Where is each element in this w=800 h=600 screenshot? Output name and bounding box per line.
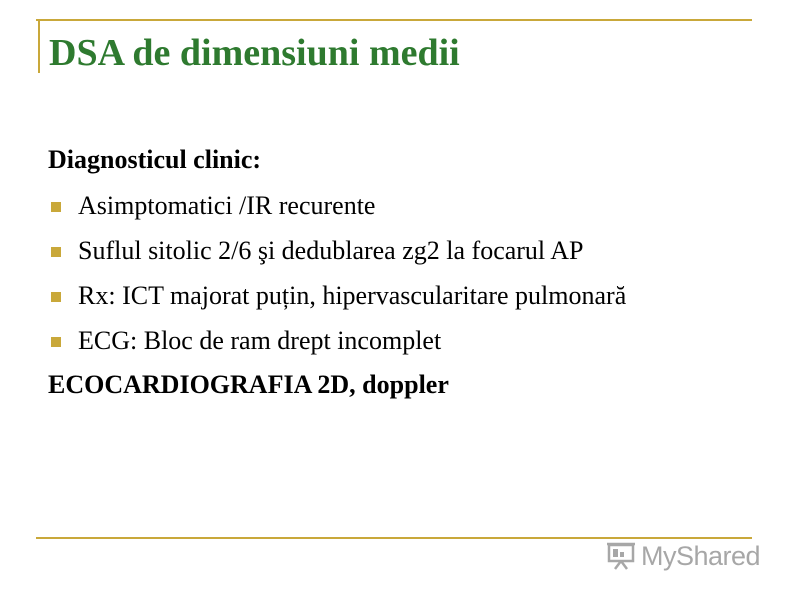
watermark-logo <box>606 539 760 573</box>
bullet-item <box>48 280 748 311</box>
bullet-text: Rx: ICT majorat puțin, hipervascularitare pulmonară <box>78 281 627 310</box>
section-heading: Diagnosticul clinic: <box>48 145 262 174</box>
bullet-list <box>48 190 748 356</box>
slide-body <box>48 143 748 402</box>
section-heading-echo: ECOCARDIOGRAFIA 2D, doppler <box>48 370 449 399</box>
bullet-item <box>48 190 748 221</box>
presentation-board-icon <box>606 542 636 570</box>
square-bullet-icon <box>51 202 61 212</box>
watermark-text: MyShared <box>641 540 761 571</box>
bullet-text: ECG: Bloc de ram drept incomplet <box>78 326 442 355</box>
square-bullet-icon <box>51 292 61 302</box>
bullet-item <box>48 235 748 266</box>
slide-title: DSA de dimensiuni medii <box>49 32 460 74</box>
top-divider <box>36 19 752 21</box>
bullet-item <box>48 325 748 356</box>
bullet-text: Asimptomatici /IR recurente <box>78 191 376 220</box>
bullet-text: Suflul sitolic 2/6 şi dedublarea zg2 la focarul AP <box>78 236 584 265</box>
square-bullet-icon <box>51 337 61 347</box>
title-accent-bar <box>38 20 40 73</box>
square-bullet-icon <box>51 247 61 257</box>
